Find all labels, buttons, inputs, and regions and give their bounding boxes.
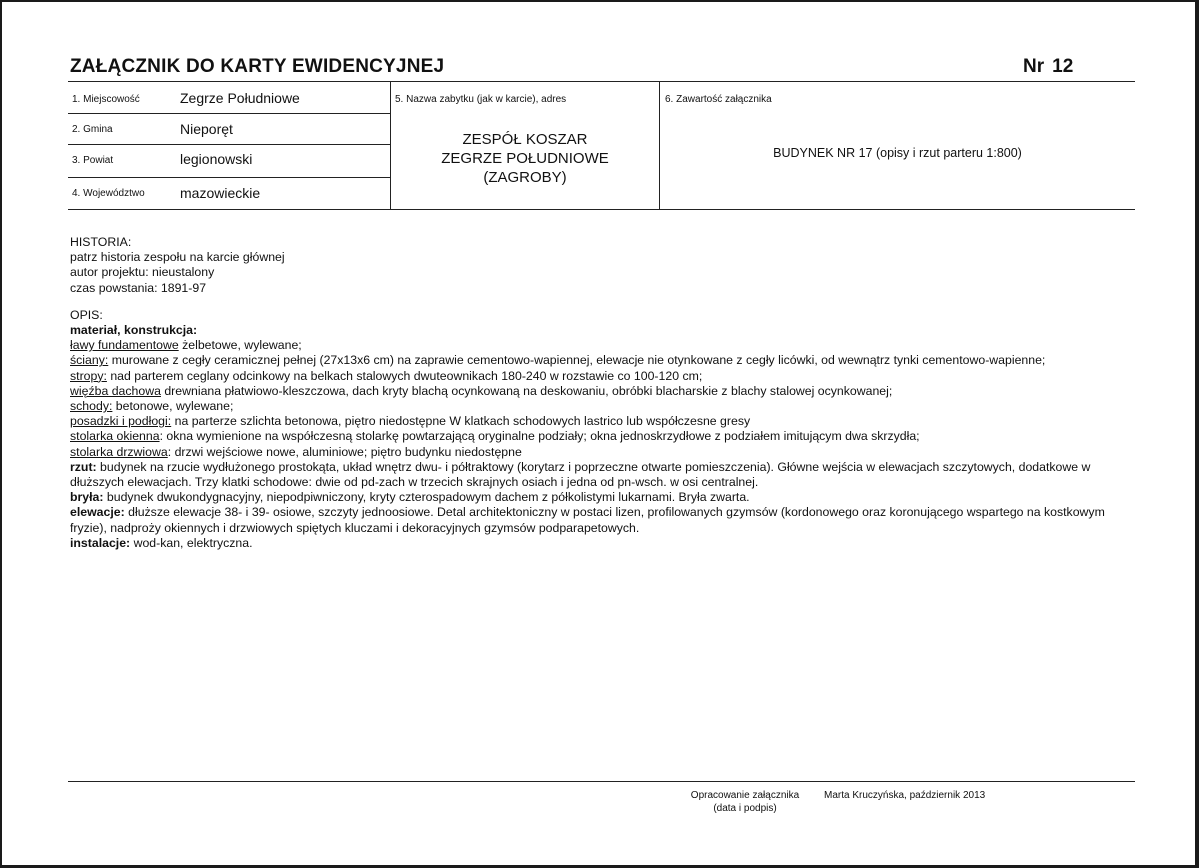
nazwa-line: ZESPÓŁ KOSZAR xyxy=(462,131,588,148)
opis-item-text: : okna wymienione na współczesną stolarkę powtarzającą oryginalne podziały; okna jednoskrzydłowe z podziałem imitującym dwa skrzydła; xyxy=(159,429,920,444)
opis-item-text: : drzwi wejściowe nowe, aluminiowe; piętro budynku niedostępne xyxy=(167,444,522,459)
footer-label-line: (data i podpis) xyxy=(713,803,777,814)
opis-section-term: elewacje: xyxy=(70,505,125,520)
opis-item-term: schody: xyxy=(70,399,113,414)
zawartosc-label: 6. Zawartość załącznika xyxy=(665,94,772,105)
footer-label-line: Opracowanie załącznika xyxy=(690,790,800,801)
opis-section xyxy=(70,490,1135,505)
document-title: ZAŁĄCZNIK DO KARTY EWIDENCYJNEJ xyxy=(70,56,445,77)
opis-item-term: ławy fundamentowe xyxy=(70,338,179,353)
opis-item-term: stropy: xyxy=(70,368,107,383)
opis-item-text: nad parterem ceglany odcinkowy na belkach stalowych dwuteownikach 180-240 w rozstawie co 100-120 cm; xyxy=(106,368,703,383)
opis-item-term: stolarka okienna xyxy=(70,429,160,444)
gmina-label: 2. Gmina xyxy=(72,124,113,135)
opis-section xyxy=(70,505,1135,535)
opis-section-term: rzut: xyxy=(70,459,97,474)
opis-item xyxy=(70,369,1135,384)
gmina-value: Nieporęt xyxy=(180,121,233,137)
opis-heading: OPIS: xyxy=(70,307,103,322)
opis-item-term: stolarka drzwiowa xyxy=(70,444,168,459)
opis-section xyxy=(70,460,1135,490)
powiat-label: 3. Powiat xyxy=(72,155,114,166)
historia-heading: HISTORIA: xyxy=(70,235,132,249)
nr-label: Nr xyxy=(1023,56,1045,77)
footer-label xyxy=(680,789,810,815)
opis-section-term: bryła: xyxy=(70,490,104,505)
opis-item-text: na parterze szlichta betonowa, piętro niedostępne W klatkach schodowych lastrico lub współczesne gresy xyxy=(171,414,751,429)
nazwa-value xyxy=(390,130,660,187)
opis-item-text: betonowe, wylewane; xyxy=(112,399,234,414)
opis-section-text: budynek dwukondygnacyjny, niepodpiwniczony, kryty czterospadowym dachem z półkolistymi lukarnami. Bryła zwarta. xyxy=(103,490,750,505)
opis-item xyxy=(70,338,1135,353)
row-divider-1 xyxy=(68,113,390,114)
opis-item xyxy=(70,429,1135,444)
row-divider-3 xyxy=(68,177,390,178)
footer-rule xyxy=(68,781,1135,782)
opis-item xyxy=(70,414,1135,429)
document-number xyxy=(1023,56,1073,78)
row-divider-2 xyxy=(68,144,390,145)
miejscowosc-value: Zegrze Południowe xyxy=(180,90,300,106)
wojewodztwo-value: mazowieckie xyxy=(180,185,261,201)
nazwa-label: 5. Nazwa zabytku (jak w karcie), adres xyxy=(395,94,567,105)
historia-line: czas powstania: 1891-97 xyxy=(70,280,207,295)
opis-item-text: drewniana płatwiowo-kleszczowa, dach kryty blachą ocynkowaną na deskowaniu, obróbki blacharskie z blachy stalowej ocynkowanej; xyxy=(160,383,893,398)
opis-section-text: dłuższe elewacje 38- i 39- osiowe, szczyty jednoosiowe. Detal architektoniczny w postaci lizen, profilowanych gzymsów (kordonowego oraz koronującego wspartego na kostkowym fryzie), nadproży okiennych i drzwiowych spiętych kluczami i dekoracyjnych gzymsów podparapetowych. xyxy=(70,505,1105,535)
zawartosc-value: BUDYNEK NR 17 (opisy i rzut parteru 1:800) xyxy=(773,146,1022,160)
opis-section-text: wod-kan, elektryczna. xyxy=(130,535,253,550)
historia-line: autor projektu: nieustalony xyxy=(70,265,215,280)
opis-item xyxy=(70,399,1135,414)
opis-item-text: murowane z cegły ceramicznej pełnej (27x13x6 cm) na zaprawie cementowo-wapiennej, elewacje nie otynkowane z cegły licówki, od wewnątrz tynki cementowo-wapienne; xyxy=(108,353,1046,368)
powiat-value: legionowski xyxy=(180,151,253,167)
opis-subheading: materiał, konstrukcja: xyxy=(70,323,198,338)
opis-item-term: posadzki i podłogi: xyxy=(70,414,172,429)
document-body xyxy=(70,235,1135,551)
historia-line: patrz historia zespołu na karcie głównej xyxy=(70,250,285,265)
nazwa-line: (ZAGROBY) xyxy=(483,169,567,186)
opis-item-term: więźba dachowa xyxy=(70,383,161,398)
table-bottom-rule xyxy=(68,209,1135,210)
nazwa-line: ZEGRZE POŁUDNIOWE xyxy=(441,150,609,167)
opis-item xyxy=(70,445,1135,460)
opis-item xyxy=(70,353,1135,368)
opis-section-term: instalacje: xyxy=(70,535,131,550)
opis-section xyxy=(70,536,1135,551)
wojewodztwo-label: 4. Województwo xyxy=(72,188,145,199)
miejscowosc-label: 1. Miejscowość xyxy=(72,94,140,105)
opis-item-term: ściany: xyxy=(70,353,109,368)
opis-item-text: żelbetowe, wylewane; xyxy=(178,338,302,353)
footer-author: Marta Kruczyńska, październik 2013 xyxy=(824,790,986,801)
opis-item xyxy=(70,384,1135,399)
header-rule xyxy=(68,81,1135,82)
nr-value: 12 xyxy=(1052,56,1074,77)
opis-section-text: budynek na rzucie wydłużonego prostokąta, układ wnętrz dwu- i półtraktowy (korytarz i poprzeczne otwarte pomieszczenia). Główne wejścia w elewacjach szczytowych, dodatkowe w dłuższych elewacjach. Trzy klatki schodowe: dwie od pd-zach w trzecich skrajnych osiach i jedna od pn-wsch. w osi centralnej. xyxy=(70,459,1091,490)
